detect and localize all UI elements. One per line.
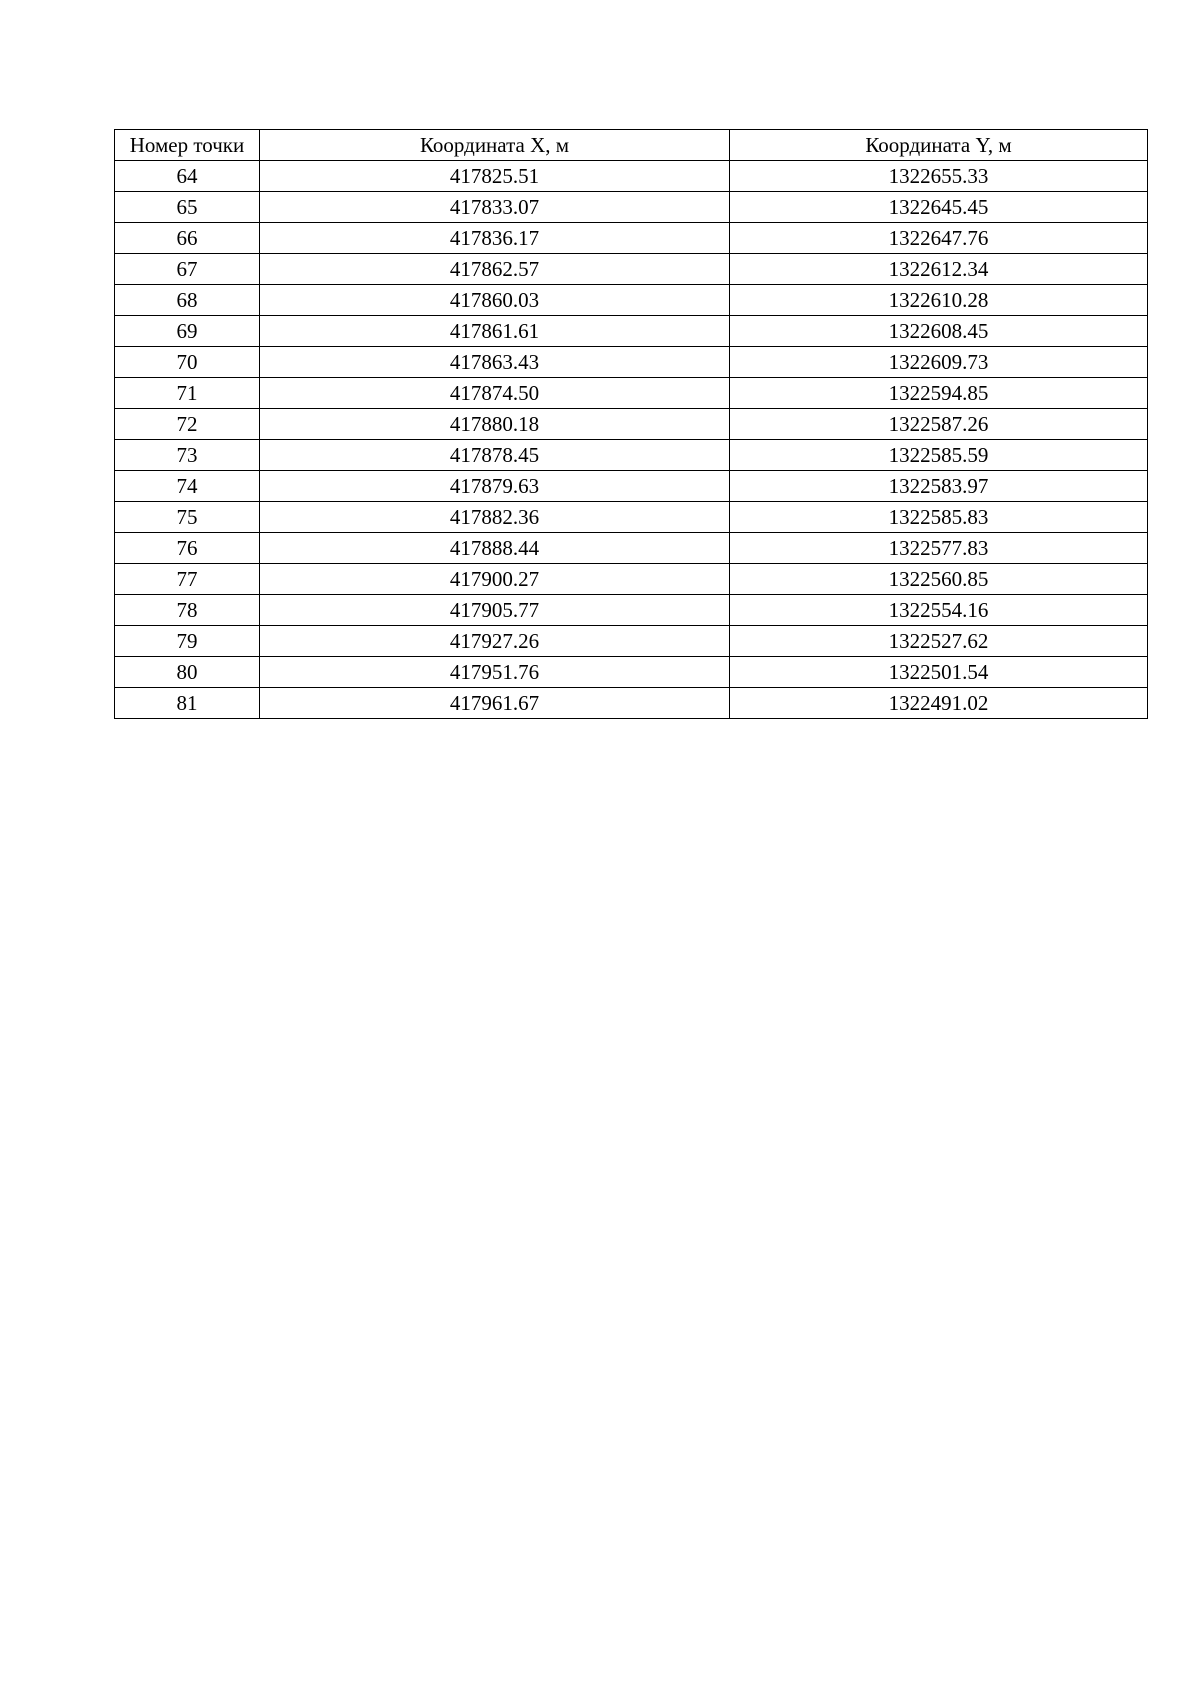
table-row: [115, 285, 1148, 316]
table-row: [115, 161, 1148, 192]
point-number-cell: 77: [115, 564, 260, 595]
point-number-cell: 74: [115, 471, 260, 502]
point-number-cell: 78: [115, 595, 260, 626]
coordinate-x-cell: 417882.36: [260, 502, 730, 533]
coordinate-y-cell: 1322609.73: [730, 347, 1148, 378]
coordinate-y-cell: 1322560.85: [730, 564, 1148, 595]
column-header-point-number: Номер точки: [115, 130, 260, 161]
column-header-coordinate-y: Координата Y, м: [730, 130, 1148, 161]
point-number-cell: 68: [115, 285, 260, 316]
coordinate-y-cell: 1322501.54: [730, 657, 1148, 688]
coordinate-x-cell: 417863.43: [260, 347, 730, 378]
point-number-cell: 81: [115, 688, 260, 719]
point-number-cell: 71: [115, 378, 260, 409]
coordinate-y-cell: 1322608.45: [730, 316, 1148, 347]
point-number-cell: 75: [115, 502, 260, 533]
coordinate-x-cell: 417879.63: [260, 471, 730, 502]
table-row: [115, 657, 1148, 688]
coordinate-x-cell: 417961.67: [260, 688, 730, 719]
coordinate-x-cell: 417833.07: [260, 192, 730, 223]
point-number-cell: 76: [115, 533, 260, 564]
table-row: [115, 192, 1148, 223]
point-number-cell: 79: [115, 626, 260, 657]
point-number-cell: 73: [115, 440, 260, 471]
coordinate-y-cell: 1322647.76: [730, 223, 1148, 254]
table-row: [115, 316, 1148, 347]
coordinate-x-cell: 417860.03: [260, 285, 730, 316]
coordinate-y-cell: 1322594.85: [730, 378, 1148, 409]
table-row: [115, 440, 1148, 471]
coordinate-x-cell: 417951.76: [260, 657, 730, 688]
table-row: [115, 502, 1148, 533]
point-number-cell: 67: [115, 254, 260, 285]
coordinate-x-cell: 417836.17: [260, 223, 730, 254]
coordinate-x-cell: 417888.44: [260, 533, 730, 564]
coordinates-table: [114, 129, 1148, 719]
coordinate-x-cell: 417825.51: [260, 161, 730, 192]
point-number-cell: 66: [115, 223, 260, 254]
table-body: [115, 161, 1148, 719]
table-row: [115, 595, 1148, 626]
point-number-cell: 72: [115, 409, 260, 440]
coordinate-y-cell: 1322610.28: [730, 285, 1148, 316]
coordinate-y-cell: 1322612.34: [730, 254, 1148, 285]
coordinate-y-cell: 1322554.16: [730, 595, 1148, 626]
table-row: [115, 378, 1148, 409]
coordinate-x-cell: 417861.61: [260, 316, 730, 347]
coordinate-x-cell: 417878.45: [260, 440, 730, 471]
coordinate-x-cell: 417874.50: [260, 378, 730, 409]
table-row: [115, 533, 1148, 564]
coordinate-x-cell: 417927.26: [260, 626, 730, 657]
point-number-cell: 65: [115, 192, 260, 223]
table-header-row: [115, 130, 1148, 161]
table-row: [115, 688, 1148, 719]
coordinate-x-cell: 417905.77: [260, 595, 730, 626]
table-row: [115, 471, 1148, 502]
coordinate-x-cell: 417900.27: [260, 564, 730, 595]
coordinate-y-cell: 1322645.45: [730, 192, 1148, 223]
coordinate-y-cell: 1322585.83: [730, 502, 1148, 533]
coordinate-x-cell: 417862.57: [260, 254, 730, 285]
point-number-cell: 69: [115, 316, 260, 347]
coordinate-y-cell: 1322583.97: [730, 471, 1148, 502]
table-row: [115, 223, 1148, 254]
coordinate-y-cell: 1322655.33: [730, 161, 1148, 192]
point-number-cell: 70: [115, 347, 260, 378]
coordinate-y-cell: 1322577.83: [730, 533, 1148, 564]
table-row: [115, 347, 1148, 378]
point-number-cell: 80: [115, 657, 260, 688]
coordinate-y-cell: 1322585.59: [730, 440, 1148, 471]
table-row: [115, 409, 1148, 440]
coordinate-y-cell: 1322587.26: [730, 409, 1148, 440]
coordinate-y-cell: 1322491.02: [730, 688, 1148, 719]
point-number-cell: 64: [115, 161, 260, 192]
column-header-coordinate-x: Координата X, м: [260, 130, 730, 161]
coordinate-x-cell: 417880.18: [260, 409, 730, 440]
coordinate-y-cell: 1322527.62: [730, 626, 1148, 657]
table-row: [115, 564, 1148, 595]
table-row: [115, 254, 1148, 285]
table-row: [115, 626, 1148, 657]
